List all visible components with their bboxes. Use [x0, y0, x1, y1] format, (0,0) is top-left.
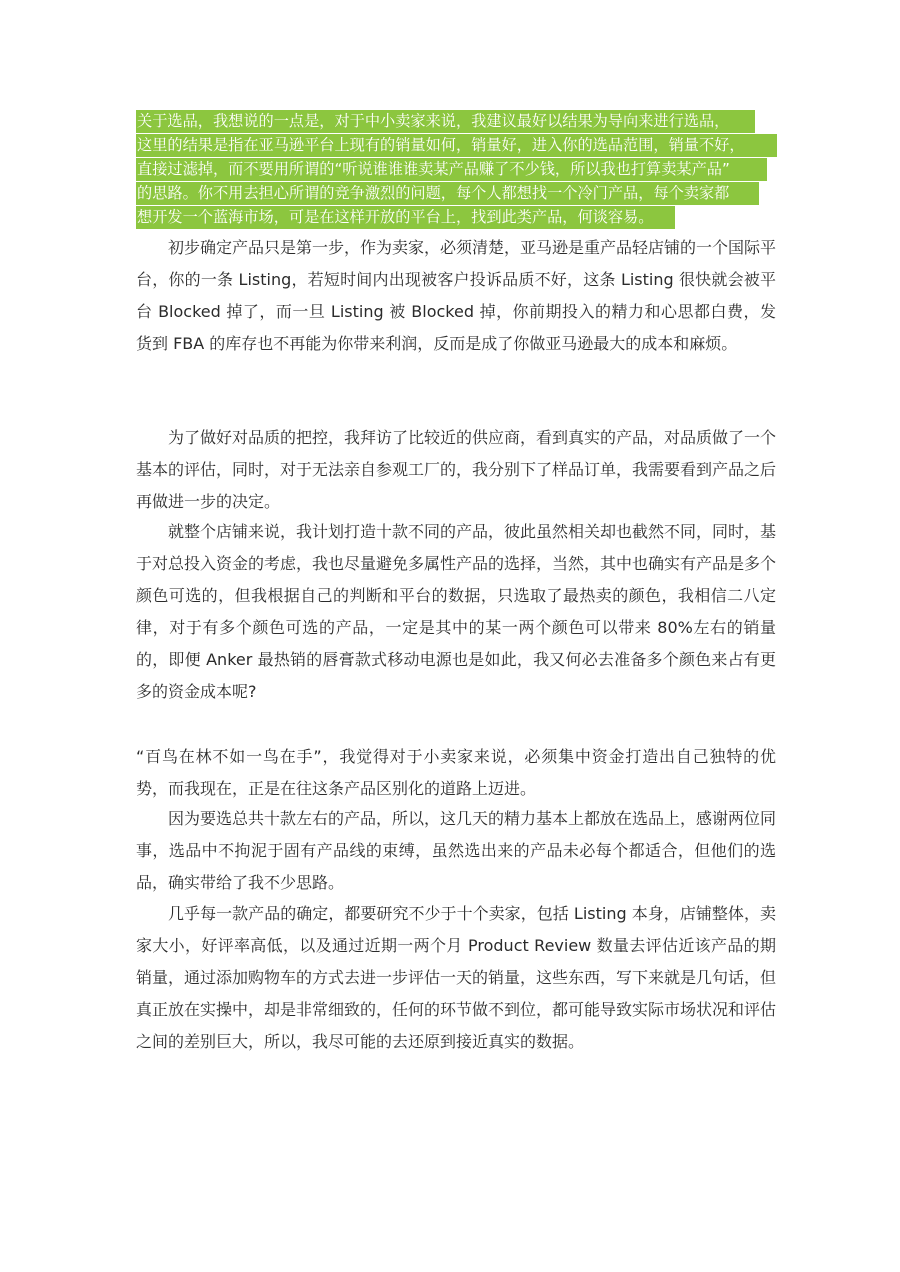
highlighted-paragraph — [136, 110, 786, 230]
body-paragraph: 就整个店铺来说，我计划打造十款不同的产品，彼此虽然相关却也截然不同，同时，基于对总投入资金的考虑，我也尽量避免多属性产品的选择，当然，其中也确实有产品是多个颜色可选的，但我根据自己的判断和平台的数据，只选取了最热卖的颜色，我相信二八定律，对于有多个颜色可选的产品，一定是其中的某一两个颜色可以带来 80%左右的销量的，即便 Anker 最热销的唇膏款式移动电源也是如此，我又何必去准备多个颜色来占有更多的资金成本呢? — [136, 522, 777, 701]
body-paragraph: 为了做好对品质的把控，我拜访了比较近的供应商，看到真实的产品，对品质做了一个基本的评估，同时，对于无法亲自参观工厂的，我分别下了样品订单，我需要看到产品之后再做进一步的决定。 — [136, 428, 777, 511]
body-paragraph: 初步确定产品只是第一步，作为卖家，必须清楚，亚马逊是重产品轻店铺的一个国际平台，你的一条 Listing，若短时间内出现被客户投诉品质不好，这条 Listing 很快就会被平台 Blocked 掉了，而一旦 Listing 被 Blocked 掉，你前期投入的精力和心思都白费，发货到 FBA 的库存也不再能为你带来利润，反而是成了你做亚马逊最大的成本和麻烦。 — [136, 238, 777, 353]
body-paragraph: 几乎每一款产品的确定，都要研究不少于十个卖家，包括 Listing 本身，店铺整体，卖家大小，好评率高低，以及通过近期一两个月 Product Review 数量去评估近该产品的期销量，通过添加购物车的方式去进一步评估一天的销量，这些东西，写下来就是几句话，但真正放在实操中，却是非常细致的，任何的环节做不到位，都可能导致实际市场状况和评估之间的差别巨大，所以，我尽可能的去还原到接近真实的数据。 — [136, 904, 777, 1051]
quote-paragraph: “百鸟在林不如一鸟在手”，我觉得对于小卖家来说，必须集中资金打造出自己独特的优势，而我现在，正是在往这条产品区别化的道路上迈进。 — [136, 747, 776, 798]
highlighted-line: 的思路。你不用去担心所谓的竞争激烈的问题，每个人都想找一个冷门产品，每个卖家都 — [136, 182, 759, 205]
body-paragraph: 因为要选总共十款左右的产品，所以，这几天的精力基本上都放在选品上，感谢两位同事，选品中不拘泥于固有产品线的束缚，虽然选出来的产品未必每个都适合，但他们的选品，确实带给了我不少思路。 — [136, 809, 777, 892]
highlighted-line: 想开发一个蓝海市场，可是在这样开放的平台上，找到此类产品，何谈容易。 — [136, 206, 675, 229]
highlighted-line: 关于选品，我想说的一点是，对于中小卖家来说，我建议最好以结果为导向来进行选品， — [136, 110, 755, 133]
highlighted-line: 这里的结果是指在亚马逊平台上现有的销量如何，销量好，进入你的选品范围，销量不好， — [136, 134, 777, 157]
highlighted-line: 直接过滤掉，而不要用所谓的“听说谁谁谁卖某产品赚了不少钱，所以我也打算卖某产品” — [136, 158, 767, 181]
